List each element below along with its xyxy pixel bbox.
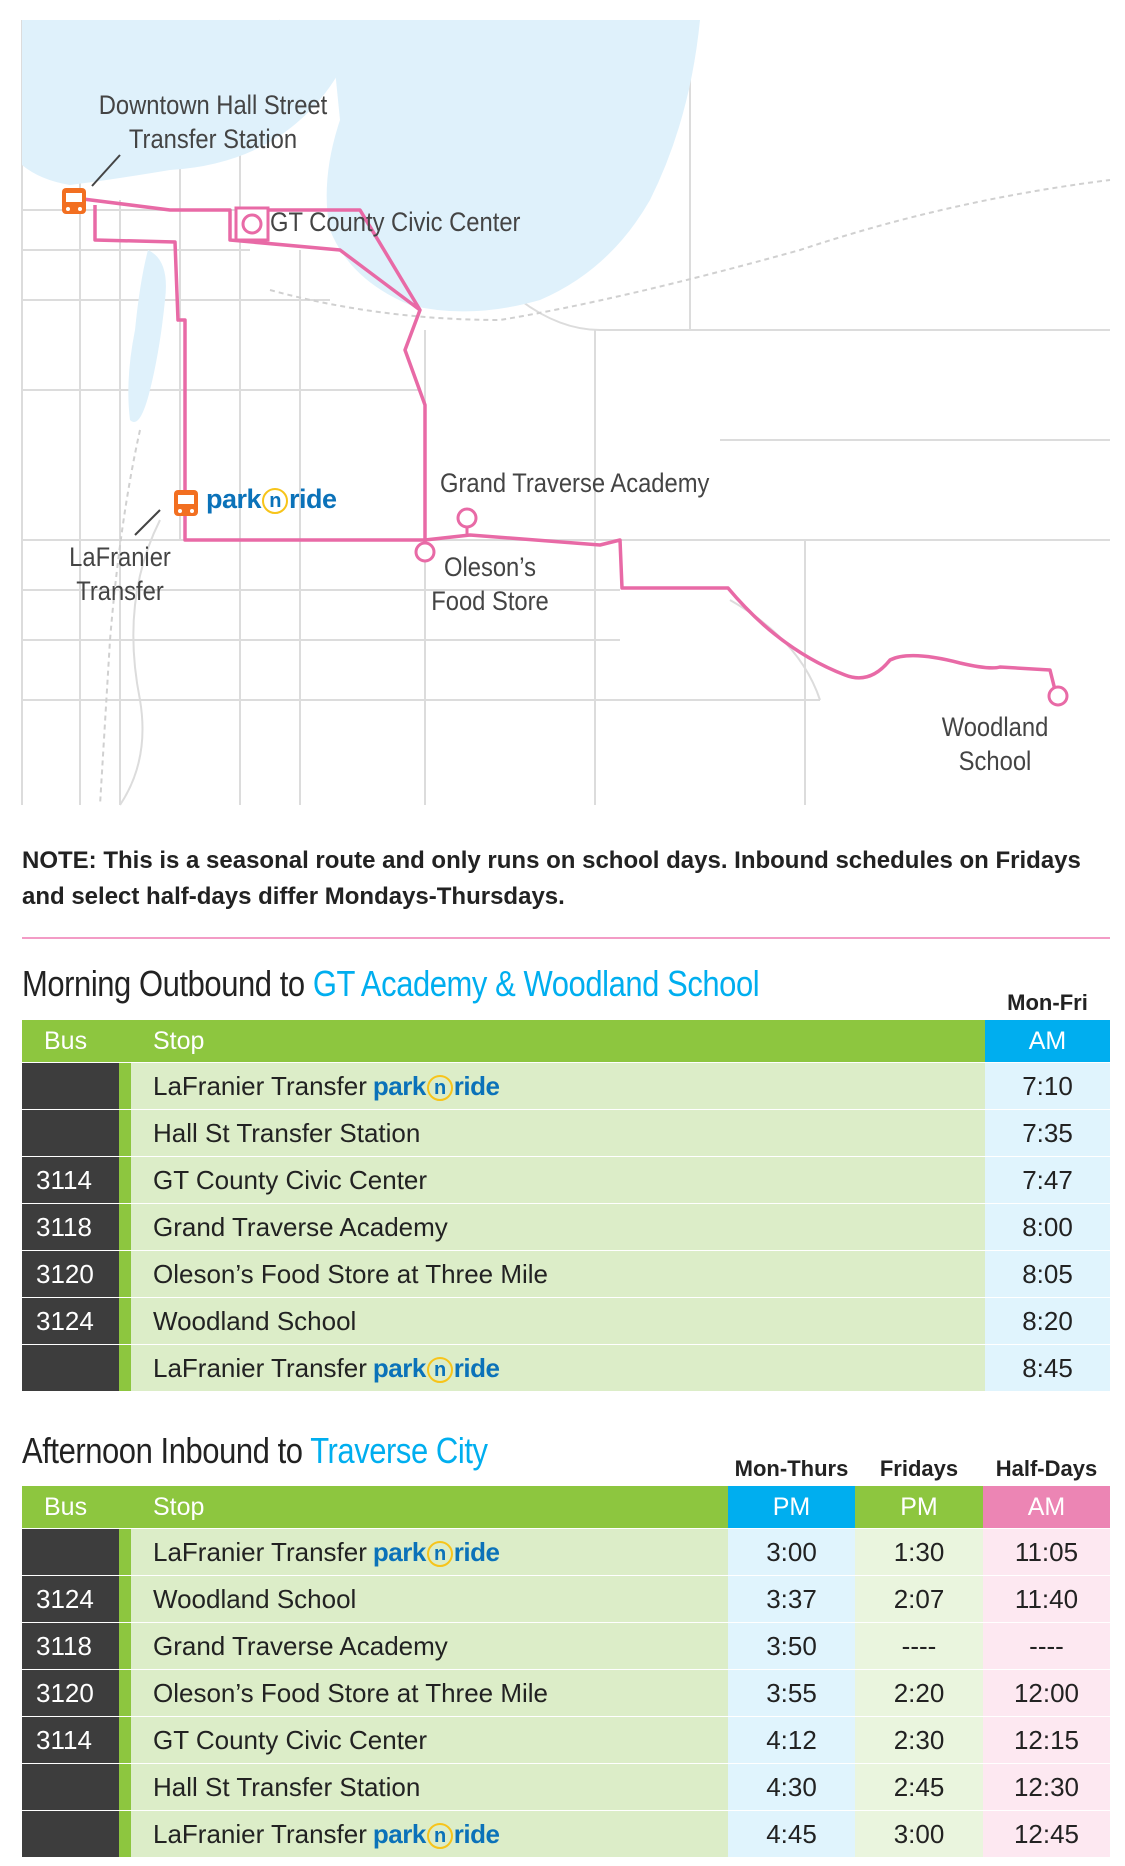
downtown-bus-icon[interactable] — [62, 188, 86, 214]
park-n-ride-logo: park n ride — [372, 1818, 500, 1849]
departure-time: 2:07 — [855, 1576, 983, 1623]
departure-time: 4:12 — [728, 1717, 855, 1764]
stop-name: Woodland School — [131, 1298, 985, 1345]
lafranier-label: LaFranier Transfer — [69, 542, 171, 606]
downtown-label: Downtown Hall Street Transfer Station — [98, 90, 328, 154]
afternoon-days-monthurs: Mon-Thurs — [734, 1456, 849, 1481]
departure-time: 8:05 — [985, 1251, 1110, 1298]
table-row — [22, 1157, 1110, 1204]
bus-number — [22, 1811, 119, 1858]
stop-name: Grand Traverse Academy — [131, 1623, 728, 1670]
table-row — [22, 1204, 1110, 1251]
departure-time: 7:35 — [985, 1110, 1110, 1157]
afternoon-schedule-table — [22, 1486, 1110, 1858]
lafranier-bus-icon[interactable] — [174, 490, 198, 516]
bus-number: 3118 — [22, 1204, 119, 1251]
stop-name: GT County Civic Center — [131, 1157, 985, 1204]
col-am: AM — [985, 1020, 1110, 1063]
bus-number: 3124 — [22, 1576, 119, 1623]
table-row — [22, 1811, 1110, 1858]
table-row — [22, 1063, 1110, 1110]
departure-time: 2:45 — [855, 1764, 983, 1811]
stop-name: LaFranier Transfer park n ride — [131, 1345, 985, 1392]
departure-time: 8:45 — [985, 1345, 1110, 1392]
bus-number: 3120 — [22, 1670, 119, 1717]
table-row — [22, 1670, 1110, 1717]
departure-time: 12:45 — [983, 1811, 1110, 1858]
stop-name: Woodland School — [131, 1576, 728, 1623]
departure-time: 12:30 — [983, 1764, 1110, 1811]
col-stop: Stop — [131, 1020, 985, 1063]
boardman-lake-water — [128, 250, 166, 422]
table-row — [22, 1764, 1110, 1811]
departure-time: 2:30 — [855, 1717, 983, 1764]
departure-time: ---- — [983, 1623, 1110, 1670]
olesons-label: Oleson’s Food Store — [431, 552, 549, 616]
park-n-ride-logo: park n ride — [372, 1070, 500, 1101]
departure-time: 8:00 — [985, 1204, 1110, 1251]
departure-time: 7:47 — [985, 1157, 1110, 1204]
col-bus: Bus — [22, 1486, 119, 1529]
stop-name: LaFranier Transfer park n ride — [131, 1811, 728, 1858]
woodland-stop[interactable] — [1049, 687, 1067, 705]
stop-name: Oleson’s Food Store at Three Mile — [131, 1251, 985, 1298]
bus-number: 3124 — [22, 1298, 119, 1345]
departure-time: 8:20 — [985, 1298, 1110, 1345]
table-row — [22, 1576, 1110, 1623]
departure-time: 4:45 — [728, 1811, 855, 1858]
seasonal-note: NOTE: This is a seasonal route and only runs on school days. Inbound schedules on Fridays and select half-days differ Mondays-Thursdays. — [22, 847, 1081, 910]
departure-time: 3:55 — [728, 1670, 855, 1717]
table-row — [22, 1110, 1110, 1157]
bus-number: 3114 — [22, 1157, 119, 1204]
stop-name: Oleson’s Food Store at Three Mile — [131, 1670, 728, 1717]
bus-number — [22, 1063, 119, 1110]
civic-label: GT County Civic Center — [270, 207, 521, 237]
departure-time: 1:30 — [855, 1529, 983, 1576]
afternoon-days-halfdays: Half-Days — [995, 1456, 1098, 1481]
stop-name: Hall St Transfer Station — [131, 1110, 985, 1157]
bus-number: 3118 — [22, 1623, 119, 1670]
stop-name: Hall St Transfer Station — [131, 1764, 728, 1811]
col-fridays-pm: PM — [855, 1486, 983, 1529]
map-park-n-ride-logo: park n ride — [206, 484, 337, 514]
table-row — [22, 1251, 1110, 1298]
afternoon-days-fridays: Fridays — [879, 1456, 959, 1481]
table-row — [22, 1298, 1110, 1345]
bus-number — [22, 1529, 119, 1576]
stop-name: LaFranier Transfer park n ride — [131, 1063, 985, 1110]
departure-time: 3:00 — [728, 1529, 855, 1576]
bus-number — [22, 1110, 119, 1157]
east-bay-water — [327, 20, 700, 311]
departure-time: 12:00 — [983, 1670, 1110, 1717]
table-row — [22, 1529, 1110, 1576]
departure-time: ---- — [855, 1623, 983, 1670]
departure-time: 4:30 — [728, 1764, 855, 1811]
civic-center-stop[interactable] — [243, 215, 261, 233]
stop-name: GT County Civic Center — [131, 1717, 728, 1764]
stop-name: LaFranier Transfer park n ride — [131, 1529, 728, 1576]
departure-time: 3:50 — [728, 1623, 855, 1670]
divider — [22, 937, 1110, 939]
bus-number — [22, 1345, 119, 1392]
afternoon-title: Afternoon Inbound to Traverse City — [22, 1430, 488, 1471]
col-halfdays-am: AM — [983, 1486, 1110, 1529]
academy-label: Grand Traverse Academy — [440, 468, 710, 498]
departure-time: 12:15 — [983, 1717, 1110, 1764]
stop-name: Grand Traverse Academy — [131, 1204, 985, 1251]
departure-time: 7:10 — [985, 1063, 1110, 1110]
departure-time: 11:05 — [983, 1529, 1110, 1576]
park-n-ride-logo: park n ride — [372, 1352, 500, 1383]
table-row — [22, 1717, 1110, 1764]
departure-time: 3:00 — [855, 1811, 983, 1858]
bus-number — [22, 1764, 119, 1811]
departure-time: 11:40 — [983, 1576, 1110, 1623]
col-monthurs-pm: PM — [728, 1486, 855, 1529]
park-n-ride-logo: park n ride — [372, 1536, 500, 1567]
table-row — [22, 1345, 1110, 1392]
morning-title: Morning Outbound to GT Academy & Woodland School — [22, 963, 760, 1004]
col-bus: Bus — [22, 1020, 119, 1063]
departure-time: 3:37 — [728, 1576, 855, 1623]
academy-stop[interactable] — [458, 509, 476, 527]
table-row — [22, 1623, 1110, 1670]
morning-schedule-table — [22, 1020, 1110, 1392]
woodland-label: Woodland School — [941, 712, 1049, 776]
col-stop: Stop — [131, 1486, 728, 1529]
bus-number: 3114 — [22, 1717, 119, 1764]
departure-time: 2:20 — [855, 1670, 983, 1717]
bus-number: 3120 — [22, 1251, 119, 1298]
morning-days: Mon-Fri — [1007, 990, 1088, 1015]
